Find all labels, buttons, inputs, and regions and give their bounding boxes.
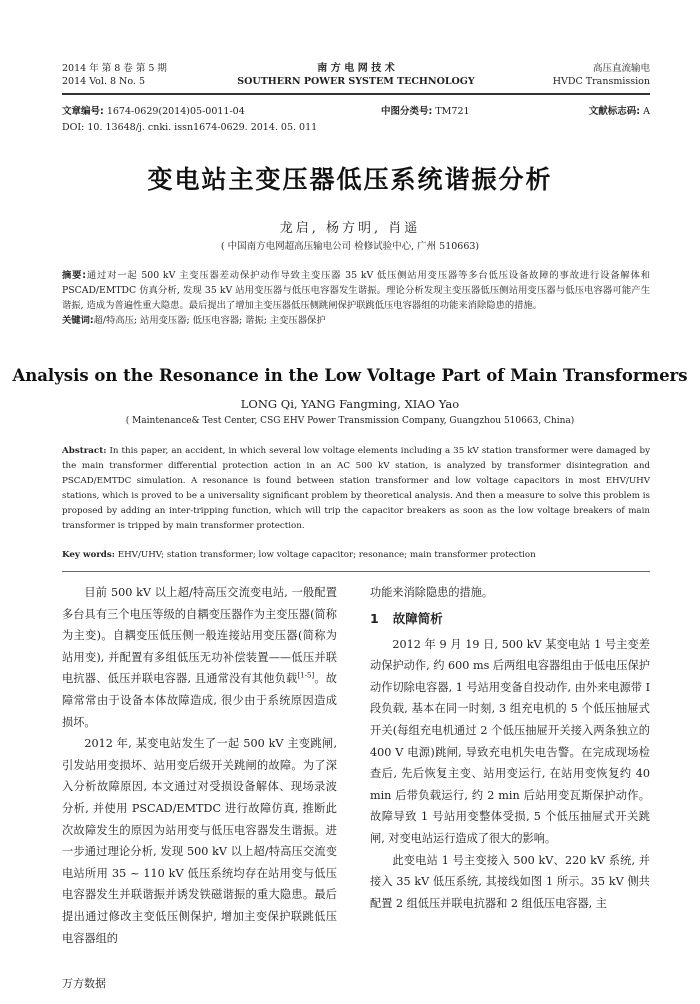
abstract-en-text: In this paper, an accident, in which several low voltage elements including a 35 kV station transformer were damaged by the main transformer differential protection action in an AC 500 kV station, is analyzed by transformer disintegration and PSCAD/EMTDC simulation. A resonance is found between station transformer and low voltage capacitors in most EHV/UHV stations, which is proved to be a universality significant problem by theoretical analysis. And then a measure to solve this problem is proposed by adding an inter-tripping function, which will trip the capacitor breakers as soon as the low voltage breakers of main transformer is tripped by main transformer protection. <box>62 446 650 531</box>
journal-name-cn: 南 方 电 网 技 术 <box>317 63 395 74</box>
issue-cn: 2014 年 第 8 卷 第 5 期 <box>62 63 167 74</box>
keywords-cn-label: 关键词: <box>62 315 94 326</box>
paragraph: 2012 年 9 月 19 日, 500 kV 某变电站 1 号主变差动保护动作, 约 600 ms 后两组电容器组由于低电压保护动作切除电容器, 1 号站用变备自投动作, 由外来电源带 I 段负载, 基本在同一时刻, 3 组充电机的 5 个低压抽屉式开关(每组充电机通过 2 个低压抽屉开关接入两条独立的 400 V 电源)跳闸, 导致充电机失电告警。在完成现场检查后, 先后恢复主变、站用变运行, 在站用变恢复约 40 min 后带负载运行, 约 2 min 后站用变瓦斯保护动作。故障导致 1 号站用变整体受损, 5 个低压抽屉式开关跳闸, 对变电站运行造成了很大的影响。 <box>370 637 650 845</box>
authors-en: LONG Qi, YANG Fangming, XIAO Yao <box>240 397 460 411</box>
paragraph: 此变电站 1 号主变接入 500 kV、220 kV 系统, 并接入 35 kV 低压系统, 其接线如图 1 所示。35 kV 侧共配置 2 组低压并联电抗器和 2 组低压电容器, 主 <box>370 853 650 910</box>
journal-name-en: SOUTHERN POWER SYSTEM TECHNOLOGY <box>237 76 475 87</box>
article-meta <box>62 104 650 136</box>
issue-en: 2014 Vol. 8 No. 5 <box>62 76 145 87</box>
section-cn: 高压直流输电 <box>592 63 650 74</box>
abstract-cn-text: 通过对一起 500 kV 主变压器差动保护动作导致主变压器 35 kV 低压侧站用变压器等多台低压设备故障的事故进行设备解体和 PSCAD/EMTDC 仿真分析, 发现 35 kV 站用变压器与低压电容器发生谐振。理论分析发现主变压器低压侧站用变压器与低压电容器可能产生谐振, 造成为普遍性重大隐患。最后提出了增加主变压器低压侧跳闸保护联跳低压电容器组的功能来消除隐患的措施。 <box>62 270 650 311</box>
abstract-en-label: Abstract: <box>62 446 107 456</box>
document-code: 文献标志码: A <box>588 106 650 117</box>
watermark-footer: 万方数据 <box>62 977 106 990</box>
paragraph: 功能来消除隐患的措施。 <box>370 586 494 599</box>
clc-number: 中图分类号: TM721 <box>381 106 470 117</box>
paper-title-cn: 变电站主变压器低压系统谐振分析 <box>147 165 553 194</box>
affiliation-cn: ( 中国南方电网超高压输电公司 检修试验中心, 广州 510663) <box>220 241 480 252</box>
authors-cn: 龙启, 杨方明, 肖遥 <box>279 221 421 236</box>
keywords-cn: 超/特高压; 站用变压器; 低压电容器; 谐振; 主变压器保护 <box>93 315 326 326</box>
section-heading: 1 故障简析 <box>370 610 443 626</box>
keywords-en: EHV/UHV; station transformer; low voltage capacitor; resonance; main transformer protection <box>117 550 536 560</box>
header-rule <box>62 93 650 95</box>
keywords-en-block <box>62 548 650 563</box>
paragraph: 目前 500 kV 以上超/特高压交流变电站, 一般配置多台具有三个电压等级的自耦变压器作为主变压器(简称为主变)。自耦变压低压侧一般连接站用变压器(简称为站用变), 并配置有多组低压无功补偿装置——低压并联电抗器、低压并联电容器, 且通常没有其他负载[1-5]。故障常常由于设备本体故障造成, 很少由于系统原因造成损坏。 <box>62 586 337 729</box>
article-number: 文章编号: 1674-0629(2014)05-0011-04 <box>62 106 245 117</box>
body-column-right <box>370 582 650 914</box>
section-info <box>553 62 650 88</box>
section-en: HVDC Transmission <box>552 76 650 87</box>
abstract-en <box>62 444 650 534</box>
abstract-rule <box>62 571 650 572</box>
abstract-cn <box>62 268 650 328</box>
doi: DOI: 10. 13648/j. cnki. issn1674-0629. 2014. 05. 011 <box>62 122 318 133</box>
paragraph: 2012 年, 某变电站发生了一起 500 kV 主变跳闸, 引发站用变损坏、站用变后级开关跳闸的故障。为了深入分析故障原因, 本文通过对受损设备解体、现场录波分析, 并使用 PSCAD/EMTDC 进行故障仿真, 推断此次故障发生的原因为站用变与低压电容器发生谐振。进一步通过理论分析, 发现 500 kV 以上超/特高压交流变电站所用 35 ~ 110 kV 低压系统均存在站用变与低压电容器发生并联谐振并诱发铁磁谐振的重大隐患。最后提出通过修改主变低压侧保护, 增加主变保护联跳低压电容器组的 <box>62 737 337 945</box>
citation-ref: [1-5] <box>297 671 315 680</box>
abstract-cn-label: 摘要: <box>62 270 87 281</box>
body-column-left <box>62 582 337 949</box>
affiliation-en: ( Maintenance& Test Center, CSG EHV Power Transmission Company, Guangzhou 510663, China) <box>125 416 575 426</box>
running-header <box>62 62 650 92</box>
keywords-en-label: Key words: <box>62 550 115 560</box>
paper-title-en: Analysis on the Resonance in the Low Voltage Part of Main Transformers <box>12 366 688 385</box>
